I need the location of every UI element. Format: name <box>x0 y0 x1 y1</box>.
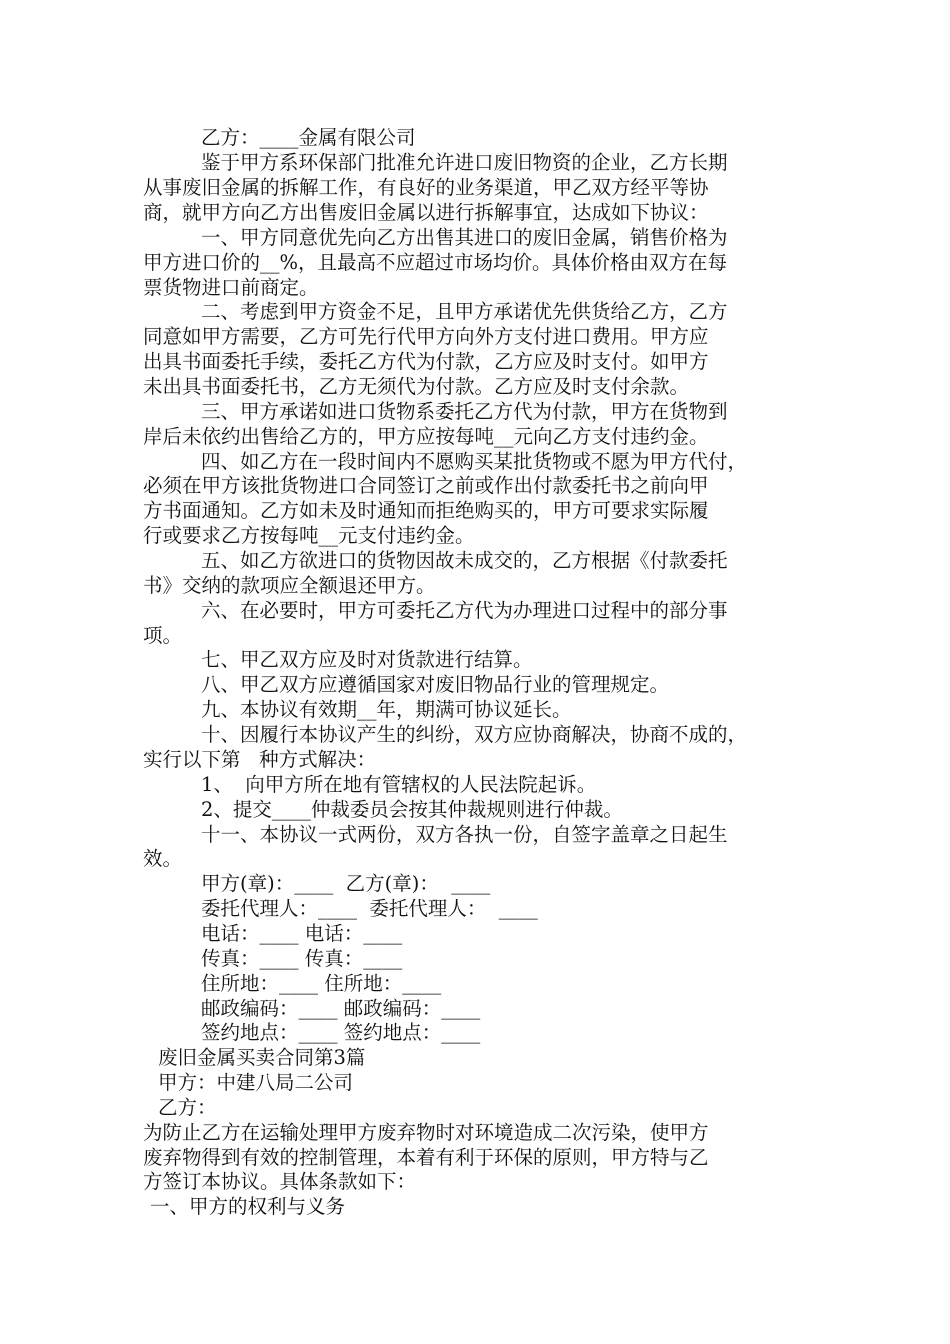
clause-5-line-1: 五、如乙方欲进口的货物因故未成交的，乙方根据《付款委托 <box>201 549 728 572</box>
clause-10-option-1: 1、 向甲方所在地有管辖权的人民法院起诉。 <box>201 773 597 796</box>
preamble-line-1: 鉴于甲方系环保部门批准允许进口废旧物资的企业，乙方长期 <box>201 151 728 174</box>
clause-2-line-1: 二、考虑到甲方资金不足，且甲方承诺优先供货给乙方，乙方 <box>201 300 728 323</box>
signature-address-line: 住所地：____ 住所地：____ <box>201 972 442 995</box>
signature-phone-line: 电话：____ 电话：____ <box>201 922 403 945</box>
clause-2-line-2: 同意如甲方需要，乙方可先行代甲方向外方支付进口费用。甲方应 <box>143 325 709 348</box>
signature-fax-line: 传真：____ 传真：____ <box>201 947 403 970</box>
clause-1-line-3: 票货物进口前商定。 <box>143 276 319 299</box>
clause-2-line-4: 未出具书面委托书，乙方无须代为付款。乙方应及时支付余款。 <box>143 375 690 398</box>
clause-10-option-2: 2、提交____仲裁委员会按其仲裁规则进行仲裁。 <box>201 798 623 821</box>
signature-postcode-line: 邮政编码：____ 邮政编码：____ <box>201 997 481 1020</box>
intro-line-2: 废弃物得到有效的控制管理，本着有利于环保的原则，甲方特与乙 <box>143 1146 709 1169</box>
clause-10-line-1: 十、因履行本协议产生的纠纷，双方应协商解决，协商不成的， <box>201 723 748 746</box>
clause-9: 九、本协议有效期__年，期满可协议延长。 <box>201 698 572 721</box>
clause-4-line-3: 方书面通知。乙方如未及时通知而拒绝购买的，甲方可要求实际履 <box>143 499 709 522</box>
clause-4-line-1: 四、如乙方在一段时间内不愿购买某批货物或不愿为甲方代付， <box>201 450 748 473</box>
clause-1-line-2: 甲方进口价的__%，且最高不应超过市场均价。具体价格由双方在每 <box>143 251 728 274</box>
clause-3-line-2: 岸后未依约出售给乙方的，甲方应按每吨__元向乙方支付违约金。 <box>143 425 709 448</box>
preamble-line-3: 商，就甲方向乙方出售废旧金属以进行拆解事宜，达成如下协议： <box>143 201 709 224</box>
clause-10-line-2: 实行以下第 种方式解决： <box>143 748 377 771</box>
clause-11-line-2: 效。 <box>143 847 183 870</box>
intro-line-3: 方签订本协议。具体条款如下： <box>143 1170 417 1193</box>
party-b-line: 乙方：____金属有限公司 <box>201 126 416 149</box>
clause-6-line-2: 项。 <box>143 624 183 647</box>
party-b-line-2: 乙方： <box>158 1096 217 1119</box>
clause-5-line-2: 书》交纳的款项应全额退还甲方。 <box>143 574 436 597</box>
intro-line-1: 为防止乙方在运输处理甲方废弃物时对环境造成二次污染，使甲方 <box>143 1121 709 1144</box>
clause-7: 七、甲乙双方应及时对货款进行结算。 <box>201 648 533 671</box>
signature-place-line: 签约地点：____ 签约地点：____ <box>201 1021 481 1044</box>
subsection-heading: 一、甲方的权利与义务 <box>150 1195 346 1218</box>
clause-2-line-3: 出具书面委托手续，委托乙方代为付款，乙方应及时支付。如甲方 <box>143 350 709 373</box>
signature-agent-line: 委托代理人：____ 委托代理人： ____ <box>201 897 538 920</box>
clause-8: 八、甲乙双方应遵循国家对废旧物品行业的管理规定。 <box>201 673 670 696</box>
party-a-line: 甲方：中建八局二公司 <box>158 1071 354 1094</box>
clause-4-line-2: 必须在甲方该批货物进口合同签订之前或作出付款委托书之前向甲 <box>143 474 709 497</box>
clause-6-line-1: 六、在必要时，甲方可委托乙方代为办理进口过程中的部分事 <box>201 599 728 622</box>
clause-3-line-1: 三、甲方承诺如进口货物系委托乙方代为付款，甲方在货物到 <box>201 400 728 423</box>
clause-11-line-1: 十一、本协议一式两份，双方各执一份，自签字盖章之日起生 <box>201 823 728 846</box>
clause-1-line-1: 一、甲方同意优先向乙方出售其进口的废旧金属，销售价格为 <box>201 226 728 249</box>
section-heading: 废旧金属买卖合同第3篇 <box>158 1046 366 1069</box>
signature-seal-line: 甲方(章)：____ 乙方(章)： ____ <box>201 872 491 895</box>
clause-4-line-4: 行或要求乙方按每吨__元支付违约金。 <box>143 524 475 547</box>
preamble-line-2: 从事废旧金属的拆解工作，有良好的业务渠道，甲乙双方经平等协 <box>143 176 709 199</box>
